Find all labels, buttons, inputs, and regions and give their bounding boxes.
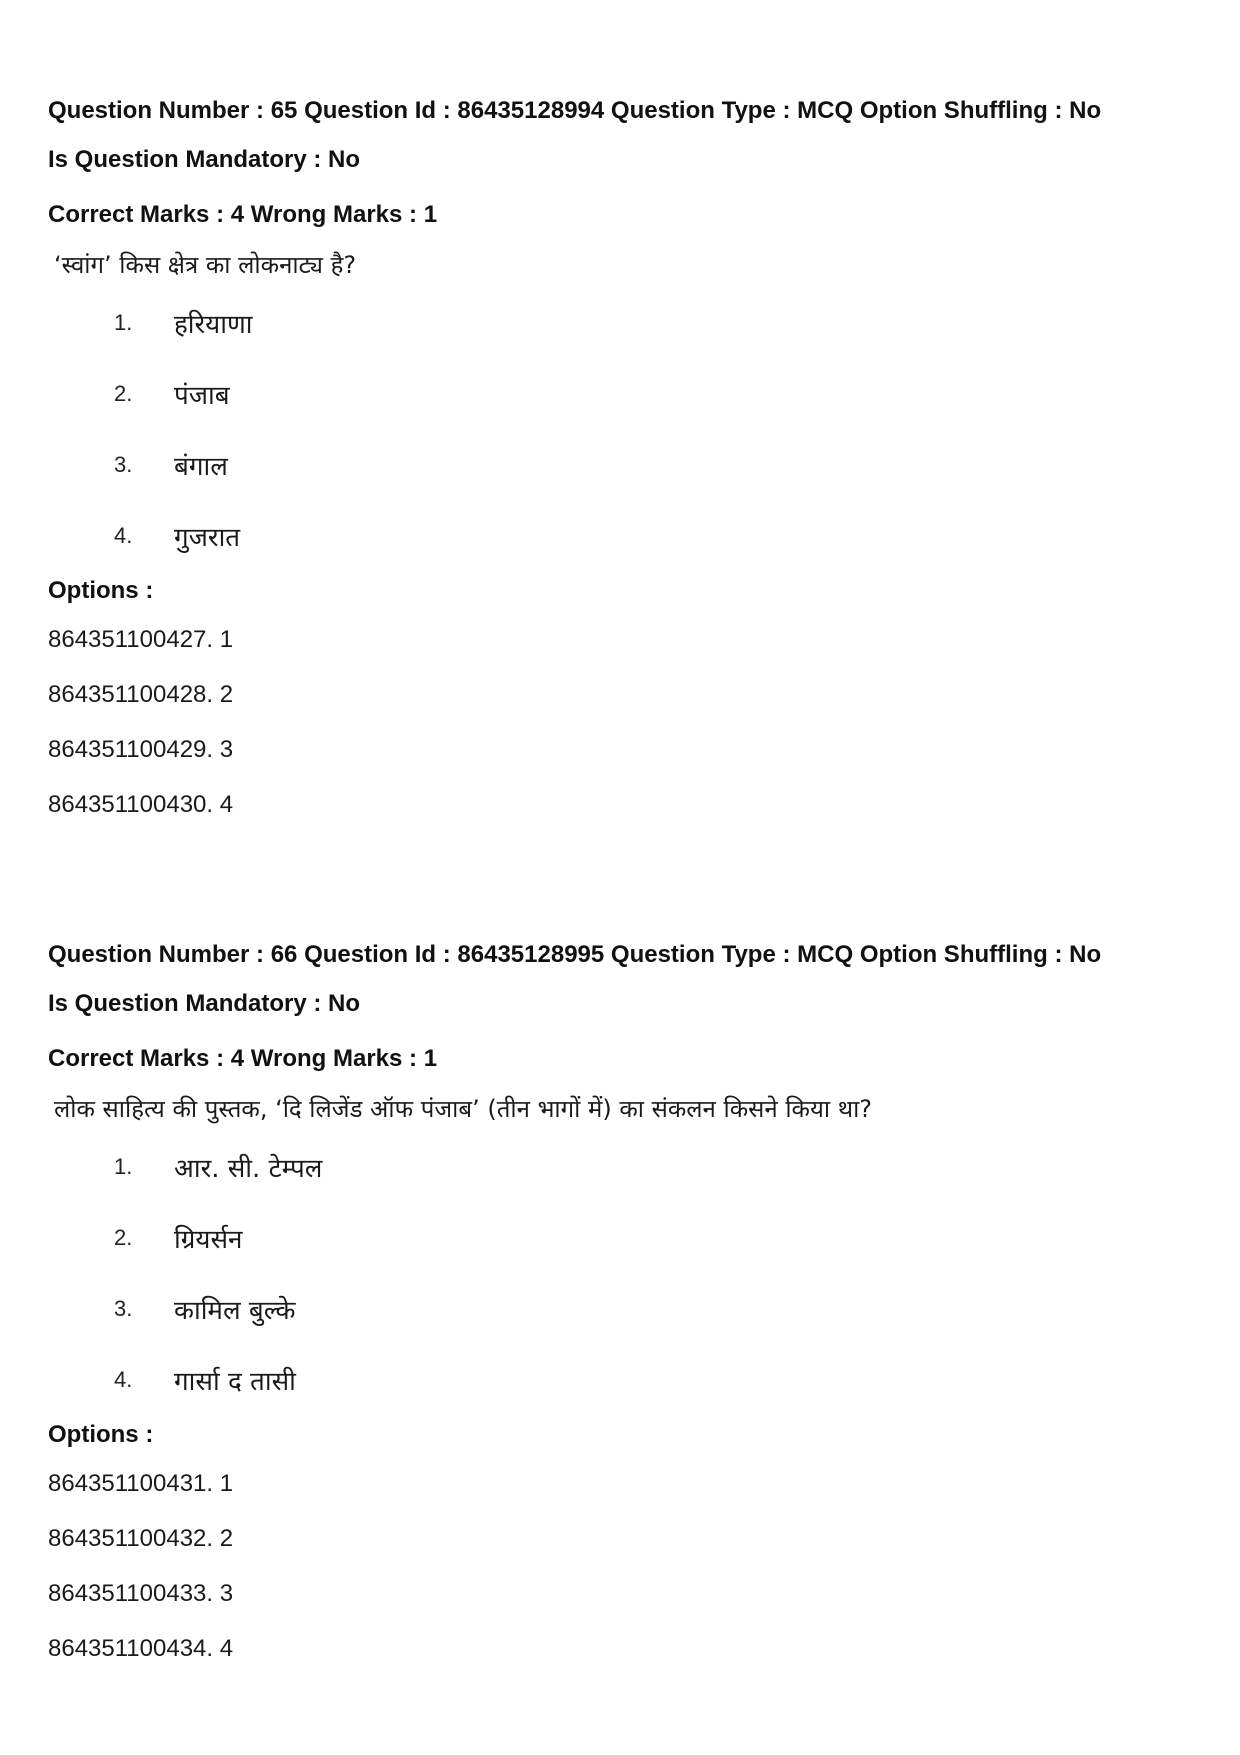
- question-block-66: [48, 940, 1208, 1689]
- choice-number: 2.: [114, 1225, 133, 1250]
- choice-text: कामिल बुल्के: [174, 1296, 296, 1326]
- answer-choice: [48, 1148, 1208, 1186]
- option-id-line: 864351100432. 2: [48, 1525, 234, 1552]
- option-id-line: 864351100427. 1: [48, 626, 234, 653]
- wrong-marks: 1: [423, 201, 438, 228]
- marks-line: Correct Marks : 4 Wrong Marks : 1: [48, 1045, 438, 1072]
- answer-choice: [48, 446, 1208, 484]
- answer-choice: [48, 517, 1208, 555]
- answer-choices: [48, 1148, 1208, 1399]
- option-id-line: 864351100433. 3: [48, 1580, 234, 1607]
- choice-text: गुजरात: [174, 523, 241, 553]
- mandatory-value: No: [328, 146, 361, 173]
- options-heading: Options :: [48, 1421, 154, 1448]
- choice-text: पंजाब: [174, 381, 230, 411]
- option-shuffling: No: [1069, 941, 1102, 968]
- answer-choice: [48, 375, 1208, 413]
- option-id-line: 864351100429. 3: [48, 736, 234, 763]
- wrong-marks: 1: [423, 1045, 438, 1072]
- question-text: लोक साहित्य की पुस्तक, ‘दि लिजेंड ऑफ पंजाब’ (तीन भागों में) का संकलन किसने किया था?: [54, 1095, 873, 1123]
- question-number: 66: [270, 941, 298, 968]
- choice-number: 2.: [114, 381, 133, 406]
- marks-line: Correct Marks : 4 Wrong Marks : 1: [48, 201, 438, 228]
- mandatory-line: Is Question Mandatory : No: [48, 146, 361, 173]
- question-number: 65: [270, 97, 298, 124]
- question-text: ‘स्वांग’ किस क्षेत्र का लोकनाट्य है?: [54, 251, 357, 279]
- question-meta-line: Question Number : 66 Question Id : 86435128995 Question Type : MCQ Option Shuffling : No: [48, 941, 1102, 968]
- question-meta-line: Question Number : 65 Question Id : 86435128994 Question Type : MCQ Option Shuffling : No: [48, 97, 1102, 124]
- choice-number: 4.: [114, 1367, 133, 1392]
- choice-text: हरियाणा: [174, 310, 253, 340]
- option-id-line: 864351100428. 2: [48, 681, 234, 708]
- question-id: 86435128995: [457, 941, 605, 968]
- choice-number: 1.: [114, 1154, 133, 1179]
- option-id-line: 864351100430. 4: [48, 791, 234, 818]
- answer-choices: [48, 304, 1208, 555]
- option-id-line: 864351100431. 1: [48, 1470, 234, 1497]
- choice-number: 1.: [114, 310, 133, 335]
- question-block-65: [48, 96, 1208, 845]
- choice-number: 4.: [114, 523, 133, 548]
- question-type: MCQ: [797, 941, 854, 968]
- choice-number: 3.: [114, 1296, 133, 1321]
- question-type: MCQ: [797, 97, 854, 124]
- question-id: 86435128994: [457, 97, 605, 124]
- choice-text: ग्रियर्सन: [174, 1225, 243, 1255]
- mandatory-value: No: [328, 990, 361, 1017]
- correct-marks: 4: [230, 1045, 245, 1072]
- choice-number: 3.: [114, 452, 133, 477]
- answer-choice: [48, 304, 1208, 342]
- choice-text: आर. सी. टेम्पल: [174, 1154, 323, 1184]
- answer-choice: [48, 1219, 1208, 1257]
- options-heading: Options :: [48, 577, 154, 604]
- choice-text: बंगाल: [174, 452, 228, 482]
- answer-choice: [48, 1361, 1208, 1399]
- option-shuffling: No: [1069, 97, 1102, 124]
- option-id-line: 864351100434. 4: [48, 1635, 234, 1662]
- correct-marks: 4: [230, 201, 245, 228]
- mandatory-line: Is Question Mandatory : No: [48, 990, 361, 1017]
- answer-choice: [48, 1290, 1208, 1328]
- choice-text: गार्सा द तासी: [174, 1367, 296, 1397]
